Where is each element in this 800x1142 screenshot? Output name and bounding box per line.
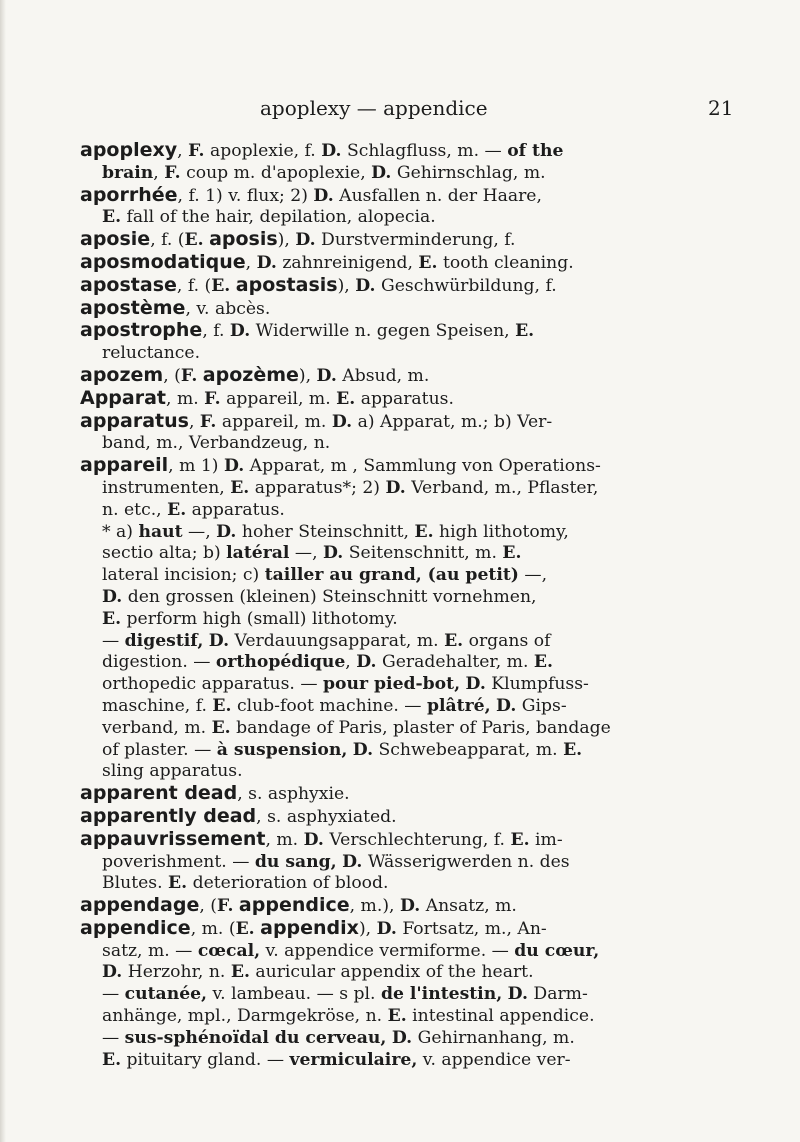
entry-text: Gehirnanhang, m. [412,1027,575,1048]
bold-term: du cœur, [514,940,600,961]
bold-term: pour pied-bot, [323,674,461,695]
entry-text: Widerwille n. gegen Speisen, [250,321,516,342]
entry-text: , [345,652,357,673]
entry-text: digestion. — [102,652,216,673]
entry-text: orthopedic apparatus. — [102,674,323,695]
bold-term: E. [102,1049,122,1070]
bold-term: D. [303,829,324,850]
entry-text: , m.), [349,896,400,917]
bold-term: cutanée, [124,984,208,1005]
entry-text: apoplexie, f. [204,141,322,161]
dictionary-entry [80,806,730,829]
entry-continuation-line [80,522,730,544]
headword: aposie [80,228,151,251]
entry-first-line [80,455,730,478]
bold-term: E. [563,739,583,760]
entry-text: * a) [102,521,139,542]
entry-continuation-line [80,984,730,1006]
entry-text: , f. ( [150,230,185,251]
entry-text: Wässerigwerden n. des [362,851,570,872]
bold-term: D. [216,521,237,542]
entry-text: maschine, f. [102,695,213,716]
headword: apostase [80,273,177,296]
entry-continuation-line [80,1028,730,1050]
entry-text: , ( [163,365,181,386]
bold-term: E. [510,829,530,850]
entry-continuation-line [80,718,730,740]
entry-text: ), [337,275,356,296]
entry-first-line [80,918,730,941]
entry-continuation-line [80,740,730,762]
bold-term: D. [316,365,337,386]
entry-text: — [102,1027,125,1048]
headword: appendage [80,894,200,917]
entry-text: n. etc., [102,499,168,520]
bold-term: E. [336,388,356,409]
bold-term: F. [180,365,198,386]
headword: apozème [202,363,299,386]
bold-term: E. [515,321,535,342]
entry-text: Ansatz, m. [420,896,517,917]
bold-term: E. [184,230,204,251]
entry-text: Darm- [527,984,588,1005]
entry-first-line [80,298,730,321]
entry-text: Ausfallen n. der Haare, [333,185,542,206]
entry-text: , f. ( [176,275,212,296]
entry-first-line [80,275,730,298]
dictionary-entry [80,895,730,918]
entry-text: anhänge, mpl., Darmgekröse, n. [102,1006,388,1027]
bold-term: E. [168,873,188,894]
entry-text: pituitary gland. — [121,1049,290,1070]
bold-term: D. [313,185,334,206]
bold-term: D. [465,674,486,695]
entry-text: Herzohr, n. [122,962,231,983]
entry-continuation-line [80,941,730,963]
bold-term: latéral [226,543,290,564]
bold-term: D. [352,739,374,760]
entry-continuation-line [80,652,730,674]
entry-text: Blutes. [102,873,169,894]
entry-text: auricular appendix of the heart. [249,962,534,983]
dictionary-entry [80,411,730,456]
entry-continuation-line [80,565,730,587]
entry-text: Verschlechterung, f. [323,829,511,850]
entry-text: — [102,984,125,1005]
bold-term: D. [208,630,230,651]
bold-term: D. [371,162,392,183]
entry-continuation-line [80,433,730,455]
entry-text: Geschwürbildung, f. [375,275,557,296]
entry-text: v. appendice ver- [417,1049,571,1070]
bold-term: E. [167,499,187,520]
entry-text: Gips- [516,695,567,716]
bold-term: D. [256,252,277,273]
entry-text: high lithotomy, [433,521,569,542]
entry-continuation-line [80,1050,730,1072]
bold-term: brain [102,162,154,183]
entry-first-line [80,783,730,806]
bold-term: E. [502,543,522,564]
entry-text: organs of [463,630,551,651]
entry-continuation-line [80,696,730,718]
entry-text: , s. asphyxiated. [256,806,397,827]
entry-text: poverishment. — [102,851,255,872]
entry-text: deterioration of blood. [187,873,389,894]
entry-first-line [80,185,730,208]
bold-term: D. [385,477,406,498]
entry-continuation-line [80,761,730,783]
entry-text: ), [298,365,317,386]
bold-term: tailler au grand, (au petit) [264,565,519,586]
headword: appauvrissement [80,827,266,850]
entry-text: verband, m. [102,717,212,738]
entry-continuation-line [80,1006,730,1028]
entry-continuation-line [80,609,730,631]
dictionary-entry [80,783,730,806]
entry-text: , [153,162,165,183]
entry-continuation-line [80,500,730,522]
page-number: 21 [708,96,734,120]
bold-term: haut [138,521,183,542]
entry-text: v. appendice vermiforme. — [260,940,515,961]
headword: apparent dead [80,782,238,805]
entry-text: Klumpfuss- [485,674,589,695]
bold-term: F. [216,896,234,917]
entry-first-line [80,806,730,829]
headword: apostasis [235,273,338,296]
entry-text: appareil, m. [220,388,337,409]
entry-text: Durstverminderung, f. [315,230,516,251]
entry-continuation-line [80,587,730,609]
bold-term: F. [204,388,221,409]
entry-text: lateral incision; c) [102,565,265,586]
entry-first-line [80,140,730,163]
bold-term: F. [188,141,205,161]
entry-text: , m. [265,829,304,850]
entry-text: a) Apparat, m.; b) Ver- [352,411,553,432]
entry-continuation-line [80,674,730,696]
entry-text: , [245,252,257,273]
entry-text: apparatus. [186,499,285,520]
bold-term: D. [323,543,344,564]
entry-text: appareil, m. [216,411,332,432]
bold-term: D. [342,851,363,872]
bold-term: plâtré, [426,695,491,716]
entry-text: , f. 1) v. flux; 2) [177,185,314,206]
entry-continuation-line [80,207,730,229]
entry-text: Schlagfluss, m. — [341,141,508,161]
dictionary-entry [80,185,730,230]
entry-first-line [80,229,730,252]
headword: apostrophe [80,319,203,342]
headword: aposis [209,228,278,251]
bold-term: D. [102,962,123,983]
entry-text: —, [518,565,548,586]
bold-term: de l'intestin, [380,984,503,1005]
entry-first-line [80,388,730,411]
entry-text: apparatus. [355,388,454,409]
entry-continuation-line [80,852,730,874]
bold-term: of the [507,141,564,161]
bold-term: cœcal, [197,940,261,961]
bold-term: D. [376,918,397,939]
entry-text: fall of the hair, depilation, alopecia. [121,207,436,228]
entry-text: , m. [166,388,205,409]
bold-term: D. [496,695,517,716]
entry-text: , m 1) [168,456,224,477]
entry-text: band, m., Verbandzeug, n. [102,433,331,454]
bold-term: E. [418,252,438,273]
dictionary-entry [80,388,730,411]
entry-continuation-line [80,543,730,565]
entry-text: zahnreinigend, [276,252,419,273]
entry-text: — [102,630,125,651]
headword: apostème [80,296,186,319]
entry-text: Verdauungsapparat, m. [229,630,445,651]
entry-text: im- [529,829,563,850]
bold-term: D. [321,141,342,161]
dictionary-entries [80,140,730,1071]
bold-term: D. [229,321,251,342]
headword: appareil [80,454,169,477]
entry-text: ), [358,918,377,939]
entry-text: , ( [199,896,217,917]
entry-text: sectio alta; b) [102,543,227,564]
bold-term: du sang, [254,851,337,872]
bold-term: E. [102,207,122,228]
bold-term: D. [102,586,123,607]
entry-text: v. lambeau. — s pl. [207,984,381,1005]
entry-text: of plaster. — [102,739,217,760]
headword: aporrhée [80,183,178,206]
entry-text: —, [182,521,217,542]
entry-text: coup m. d'apoplexie, [180,162,372,183]
entry-first-line [80,895,730,918]
entry-first-line [80,829,730,852]
entry-text: , v. abcès. [185,298,271,319]
dictionary-entry [80,320,730,365]
entry-text: apparatus*; 2) [249,477,386,498]
headword: apparatus [80,409,189,432]
entry-text: , [188,411,200,432]
running-head: apoplexy — appendice [260,96,488,120]
entry-first-line [80,320,730,343]
bold-term: E. [387,1006,407,1027]
entry-text: , [177,141,189,161]
bold-term: E. [211,275,231,296]
entry-text: den grossen (kleinen) Steinschnitt vornehmen, [122,586,537,607]
entry-text: —, [289,543,323,564]
bold-term: D. [507,984,528,1005]
dictionary-entry [80,455,730,783]
dictionary-entry [80,140,730,185]
bold-term: E. [533,652,553,673]
entry-text: instrumenten, [102,477,231,498]
entry-text: hoher Steinschnitt, [236,521,415,542]
bold-term: D. [355,275,376,296]
bold-term: E. [211,717,231,738]
headword: appendice [238,894,350,917]
bold-term: D. [399,896,421,917]
entry-text: satz, m. — [102,940,198,961]
headword: appendix [260,916,359,939]
bold-term: E. [235,918,255,939]
headword: aposmodatique [80,250,246,273]
bold-term: F. [199,411,217,432]
dictionary-entry [80,918,730,1072]
entry-text: sling apparatus. [102,761,243,782]
entry-first-line [80,252,730,275]
entry-text: , s. asphyxie. [237,784,350,805]
entry-text: Geradehalter, m. [376,652,534,673]
bold-term: D. [295,230,316,251]
entry-text: Schwebeapparat, m. [373,739,564,760]
bold-term: vermiculaire, [289,1049,418,1070]
entry-text: club-foot machine. — [231,695,427,716]
entry-text: Gehirnschlag, m. [391,162,546,183]
dictionary-entry [80,275,730,298]
dictionary-entry [80,252,730,275]
entry-continuation-line [80,163,730,185]
entry-text: Verband, m., Pflaster, [405,477,599,498]
bold-term: E. [230,962,250,983]
headword: apozem [80,363,164,386]
entry-text: , f. [202,321,230,342]
bold-term: E. [102,608,122,629]
headword: Apparat [80,386,167,409]
bold-term: D. [356,652,377,673]
headword: apparently dead [80,804,257,827]
bold-term: E. [414,521,434,542]
entry-continuation-line [80,343,730,365]
entry-text: , m. ( [190,918,236,939]
entry-text: perform high (small) lithotomy. [121,608,398,629]
entry-continuation-line [80,873,730,895]
entry-continuation-line [80,962,730,984]
entry-text: Absud, m. [336,365,430,386]
entry-text: reluctance. [102,343,201,364]
entry-text: intestinal appendice. [406,1006,595,1027]
bold-term: sus-sphénoïdal du cerveau, [124,1027,387,1048]
dictionary-entry [80,829,730,895]
entry-first-line [80,411,730,434]
dictionary-entry [80,365,730,388]
entry-text: Apparat, m , Sammlung von Operations- [244,456,601,477]
entry-text: ), [277,230,296,251]
entry-continuation-line [80,478,730,500]
bold-term: D. [391,1027,413,1048]
page-edge-shadow [0,0,6,1142]
bold-term: à suspension, [216,739,348,760]
bold-term: E. [230,477,250,498]
entry-text: Fortsatz, m., An- [396,918,547,939]
entry-continuation-line [80,631,730,653]
entry-text: tooth cleaning. [437,252,574,273]
bold-term: orthopédique [215,652,346,673]
bold-term: digestif, [124,630,204,651]
entry-text: bandage of Paris, plaster of Paris, bandage [230,717,611,738]
dictionary-entry [80,229,730,252]
dictionary-entry [80,298,730,321]
page-header [0,96,800,126]
entry-first-line [80,365,730,388]
headword: appendice [80,916,191,939]
bold-term: E. [212,695,232,716]
headword: apoplexy [80,139,178,161]
entry-text: Seitenschnitt, m. [343,543,503,564]
bold-term: D. [331,411,353,432]
bold-term: E. [444,630,464,651]
bold-term: F. [164,162,181,183]
bold-term: D. [223,456,245,477]
